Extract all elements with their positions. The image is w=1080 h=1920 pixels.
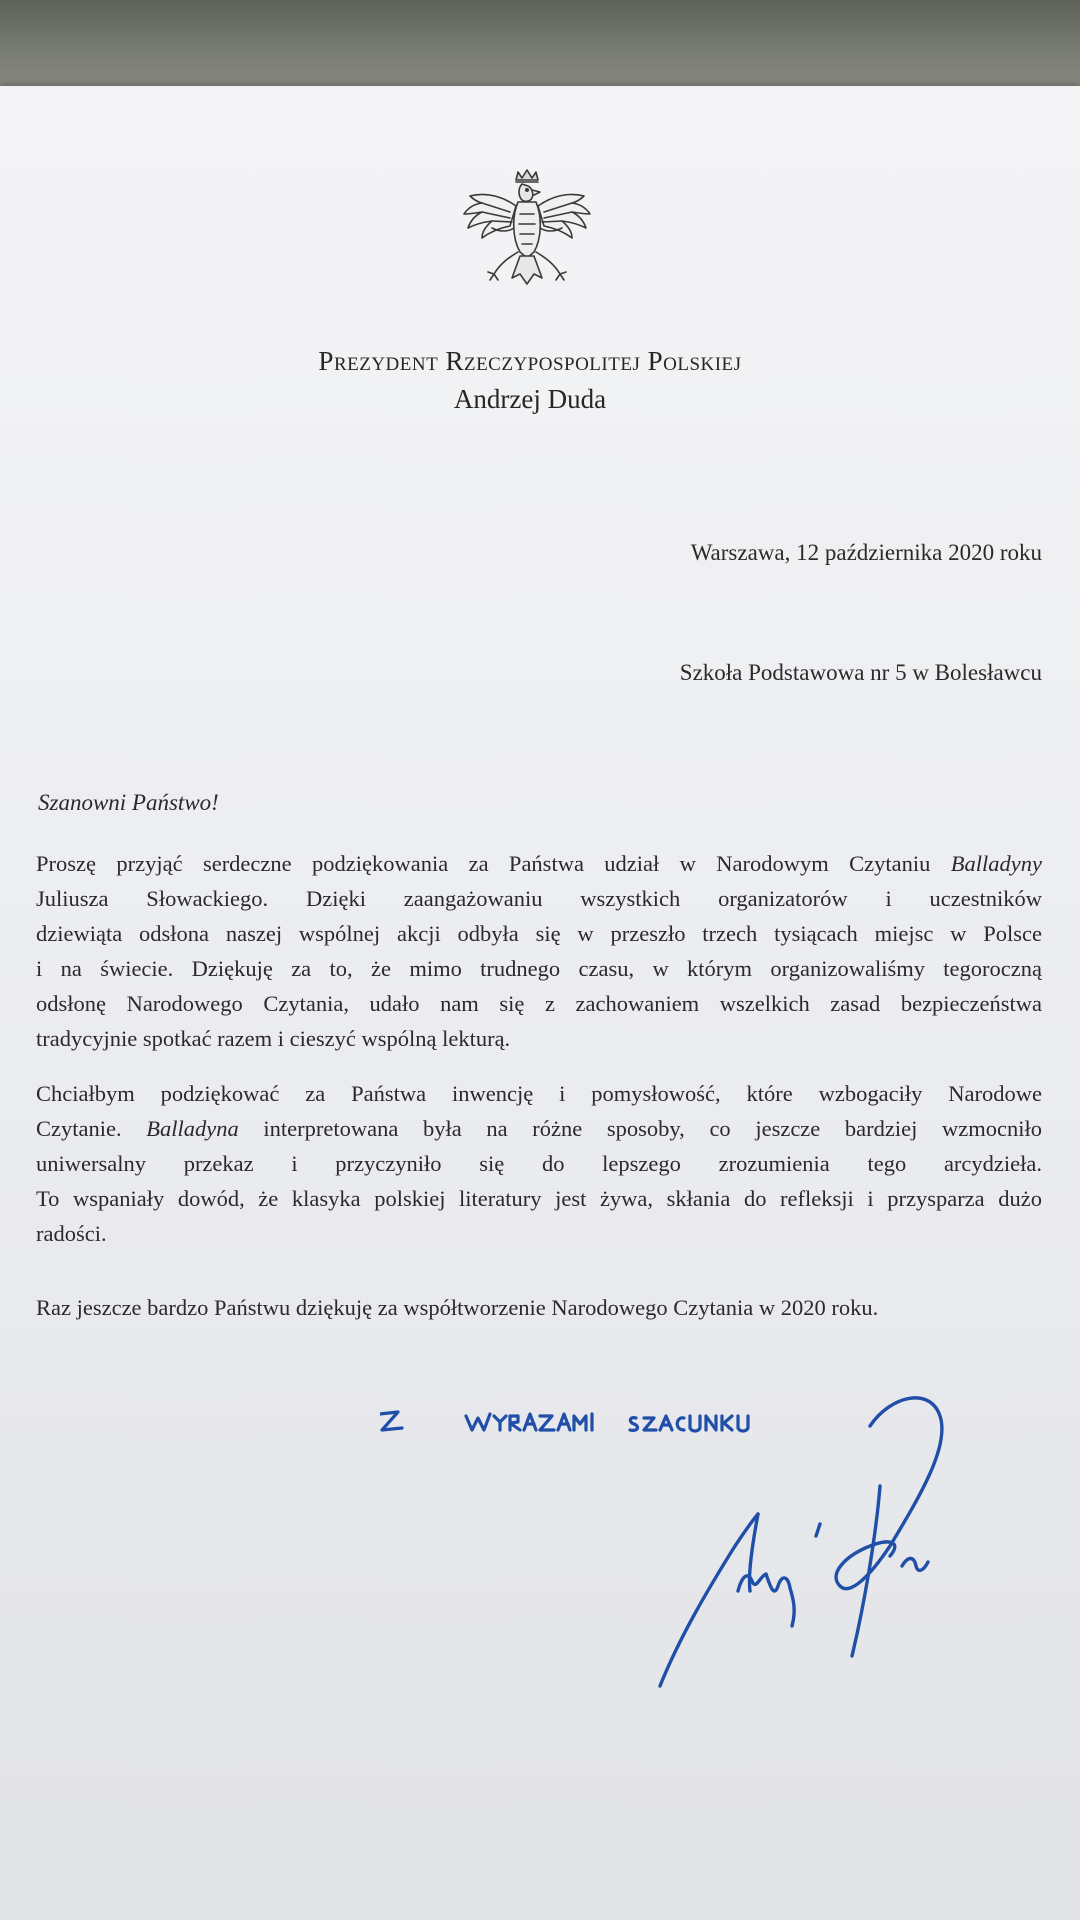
paragraph-line: To wspaniały dowód, że klasyka polskiej literatury jest żywa, skłania do refleksji i przysparza dużo xyxy=(36,1186,1042,1211)
letter-paragraph-1 xyxy=(36,846,1042,1056)
paragraph-line: radości. xyxy=(36,1221,107,1246)
title-balladyna: Balladyna xyxy=(146,1116,239,1141)
letter-paragraph-2 xyxy=(36,1076,1042,1251)
paragraph-line: odsłonę Narodowego Czytania, udało nam się z zachowaniem wszelkich zasad bezpieczeństwa xyxy=(36,991,1042,1016)
paragraph-line: Juliusza Słowackiego. Dzięki zaangażowaniu wszystkich organizatorów i uczestników xyxy=(36,886,1042,911)
paragraph-line: tradycyjnie spotkać razem i cieszyć wspólną lekturą. xyxy=(36,1026,511,1051)
white-eagle-emblem-icon xyxy=(452,166,602,316)
paragraph-line: Chciałbym podziękować za Państwa inwencję i pomysłowość, które wzbogaciły Narodowe xyxy=(36,1081,1042,1106)
salutation: Szanowni Państwo! xyxy=(38,790,219,815)
recipient-line: Szkoła Podstawowa nr 5 w Bolesławcu xyxy=(679,660,1042,685)
paragraph-line: Proszę przyjąć serdeczne podziękowania za Państwa udział w Narodowym Czytaniu Balladyny xyxy=(36,851,1042,876)
letterhead-title: Prezydent Rzeczypospolitej Polskiej xyxy=(318,346,742,376)
letterhead-name: Andrzej Duda xyxy=(453,384,607,414)
handwritten-signature xyxy=(640,1386,1020,1706)
paragraph-line: uniwersalny przekaz i przyczyniło się do lepszego zrozumienia tego arcydzieła. xyxy=(36,1151,1042,1176)
letter-paragraph-3 xyxy=(36,1290,1042,1325)
paragraph-line: Raz jeszcze bardzo Państwu dziękuję za współtworzenie Narodowego Czytania w 2020 roku. xyxy=(36,1295,879,1320)
paragraph-line: Czytanie. Balladyna interpretowana była na różne sposoby, co jeszcze bardziej wzmocniło xyxy=(36,1116,1042,1141)
paragraph-line: i na świecie. Dziękuję za to, że mimo trudnego czasu, w którym organizowaliśmy tegoroczną xyxy=(36,956,1042,981)
letter-paper xyxy=(0,86,1080,1920)
paragraph-line: dziewiąta odsłona naszej wspólnej akcji odbyła się w przeszło trzech tysiącach miejsc w Polsce xyxy=(36,921,1042,946)
title-balladyny: Balladyny xyxy=(950,851,1042,876)
date-line: Warszawa, 12 października 2020 roku xyxy=(690,540,1042,565)
